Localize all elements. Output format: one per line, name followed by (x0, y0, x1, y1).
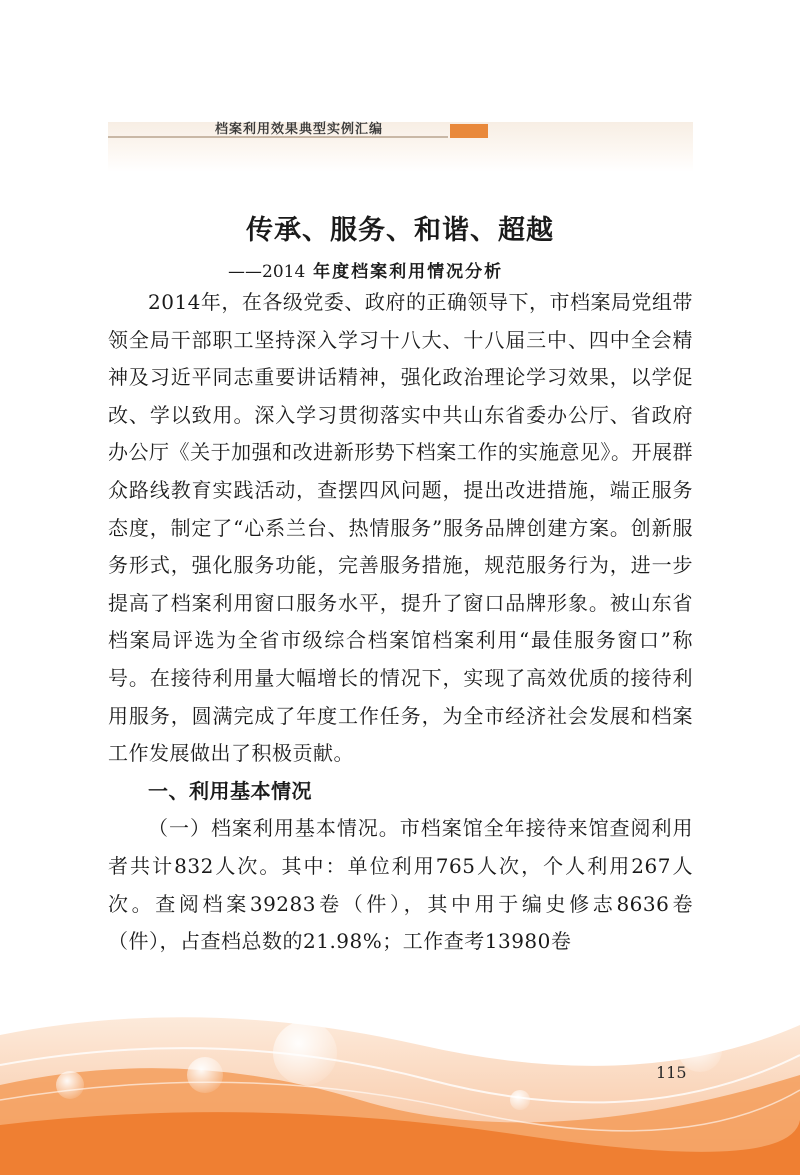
running-header-band (108, 122, 693, 172)
page-number: 115 (656, 1063, 687, 1082)
article-body (108, 284, 693, 961)
article-title: 传承、服务、和谐、超越 (246, 215, 554, 246)
article-subtitle (228, 257, 503, 282)
running-header-tab (450, 124, 488, 138)
footer-decoration (0, 1005, 800, 1175)
paragraph-usage: （一）档案利用基本情况。市档案馆全年接待来馆查阅利用者共计832人次。其中：单位利用765人次，个人利用267人次。查阅档案39283卷（件），其中用于编史修志8636卷（件），占查档总数的21.98%；工作查考13980卷 (108, 816, 693, 954)
running-header-title: 档案利用效果典型实例汇编 (215, 122, 384, 137)
subtitle-year: 2014 (262, 262, 306, 282)
paragraph-intro: 2014年，在各级党委、政府的正确领导下，市档案局党组带领全局干部职工坚持深入学习十八大、十八届三中、四中全会精神及习近平同志重要讲话精神，强化政治理论学习效果，以学促改、学以致用。深入学习贯彻落实中共山东省委办公厅、省政府办公厅《关于加强和改进新形势下档案工作的实施意见》。开展群众路线教育实践活动，查摆四风问题，提出改进措施，端正服务态度，制定了“心系兰台、热情服务”服务品牌创建方案。创新服务形式，强化服务功能，完善服务措施，规范服务行为，进一步提高了档案利用窗口服务水平，提升了窗口品牌形象。被山东省档案局评选为全省市级综合档案馆档案利用“最佳服务窗口”称号。在接待利用量大幅增长的情况下，实现了高效优质的接待利用服务，圆满完成了年度工作任务，为全市经济社会发展和档案工作发展做出了积极贡献。 (108, 290, 693, 766)
section-heading: 一、利用基本情况 (148, 778, 312, 803)
subtitle-rest: 年度档案利用情况分析 (305, 262, 504, 282)
subtitle-dash: —— (228, 262, 262, 282)
footer-bubble (187, 1057, 223, 1093)
footer-bubble (273, 1021, 337, 1085)
footer-bubble (56, 1071, 84, 1099)
footer-bubble (510, 1090, 530, 1110)
